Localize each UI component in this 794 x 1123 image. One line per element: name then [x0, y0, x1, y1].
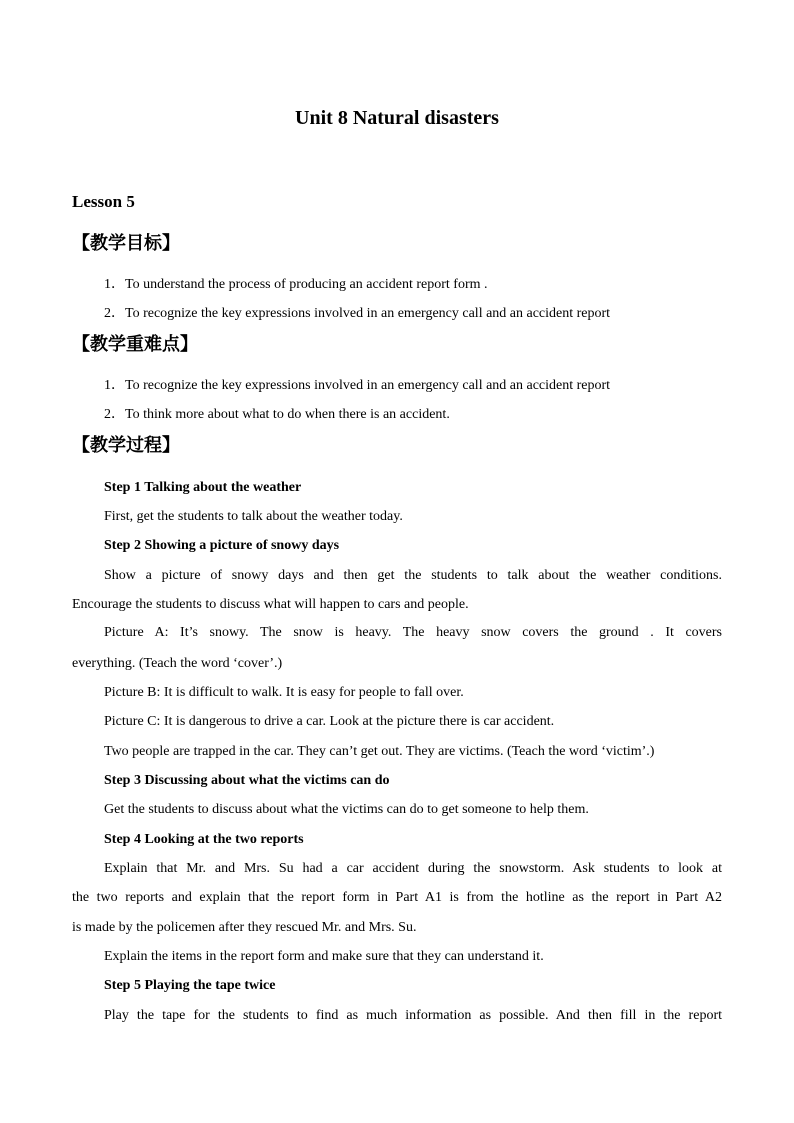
- step-3-text: Get the students to discuss about what the victims can do to get someone to help them.: [104, 802, 589, 817]
- process-heading: 【教学过程】: [72, 435, 180, 456]
- step-4-paragraph-1-line-3: is made by the policemen after they rescued Mr. and Mrs. Su.: [72, 920, 417, 935]
- step-2-paragraph-1-line-2: Encourage the students to discuss what will happen to cars and people.: [72, 597, 469, 612]
- objective-item-1: 1．To understand the process of producing an accident report form .: [104, 277, 488, 292]
- step-5-title: Step 5 Playing the tape twice: [104, 978, 276, 993]
- step-2-paragraph-4: Picture C: It is dangerous to drive a car. Look at the picture there is car accident.: [104, 714, 555, 729]
- step-5-paragraph-1-line-1: Play the tape for the students to find as much information as possible. And then fill in the report: [104, 1008, 722, 1023]
- key-point-item-2: 2．To think more about what to do when there is an accident.: [104, 407, 450, 422]
- objective-item-2: 2．To recognize the key expressions involved in an emergency call and an accident report: [104, 306, 611, 321]
- lesson-label: Lesson 5: [72, 192, 135, 211]
- step-4-title: Step 4 Looking at the two reports: [104, 832, 304, 847]
- step-1-title: Step 1 Talking about the weather: [104, 480, 302, 495]
- step-2-paragraph-3: Picture B: It is difficult to walk. It is easy for people to fall over.: [104, 685, 464, 700]
- step-2-paragraph-2-line-1: Picture A: It’s snowy. The snow is heavy. The heavy snow covers the ground . It covers: [104, 625, 722, 640]
- step-1-text: First, get the students to talk about the weather today.: [104, 509, 403, 524]
- step-2-title: Step 2 Showing a picture of snowy days: [104, 538, 340, 553]
- step-2-paragraph-1-line-1: Show a picture of snowy days and then get the students to talk about the weather conditions.: [104, 568, 722, 583]
- objectives-heading: 【教学目标】: [72, 233, 180, 254]
- step-2-paragraph-2-line-2: everything. (Teach the word ‘cover’.): [72, 656, 283, 671]
- document-title: Unit 8 Natural disasters: [295, 107, 499, 129]
- step-2-paragraph-5: Two people are trapped in the car. They can’t get out. They are victims. (Teach the word ‘victim’.): [104, 744, 655, 759]
- step-4-paragraph-2: Explain the items in the report form and make sure that they can understand it.: [104, 949, 544, 964]
- key-points-heading: 【教学重难点】: [72, 334, 198, 355]
- key-point-item-1: 1．To recognize the key expressions involved in an emergency call and an accident report: [104, 378, 611, 393]
- step-3-title: Step 3 Discussing about what the victims can do: [104, 773, 390, 788]
- step-4-paragraph-1-line-2: the two reports and explain that the report form in Part A1 is from the hotline as the report in Part A2: [72, 890, 722, 905]
- step-4-paragraph-1-line-1: Explain that Mr. and Mrs. Su had a car accident during the snowstorm. Ask students to look at: [104, 861, 722, 876]
